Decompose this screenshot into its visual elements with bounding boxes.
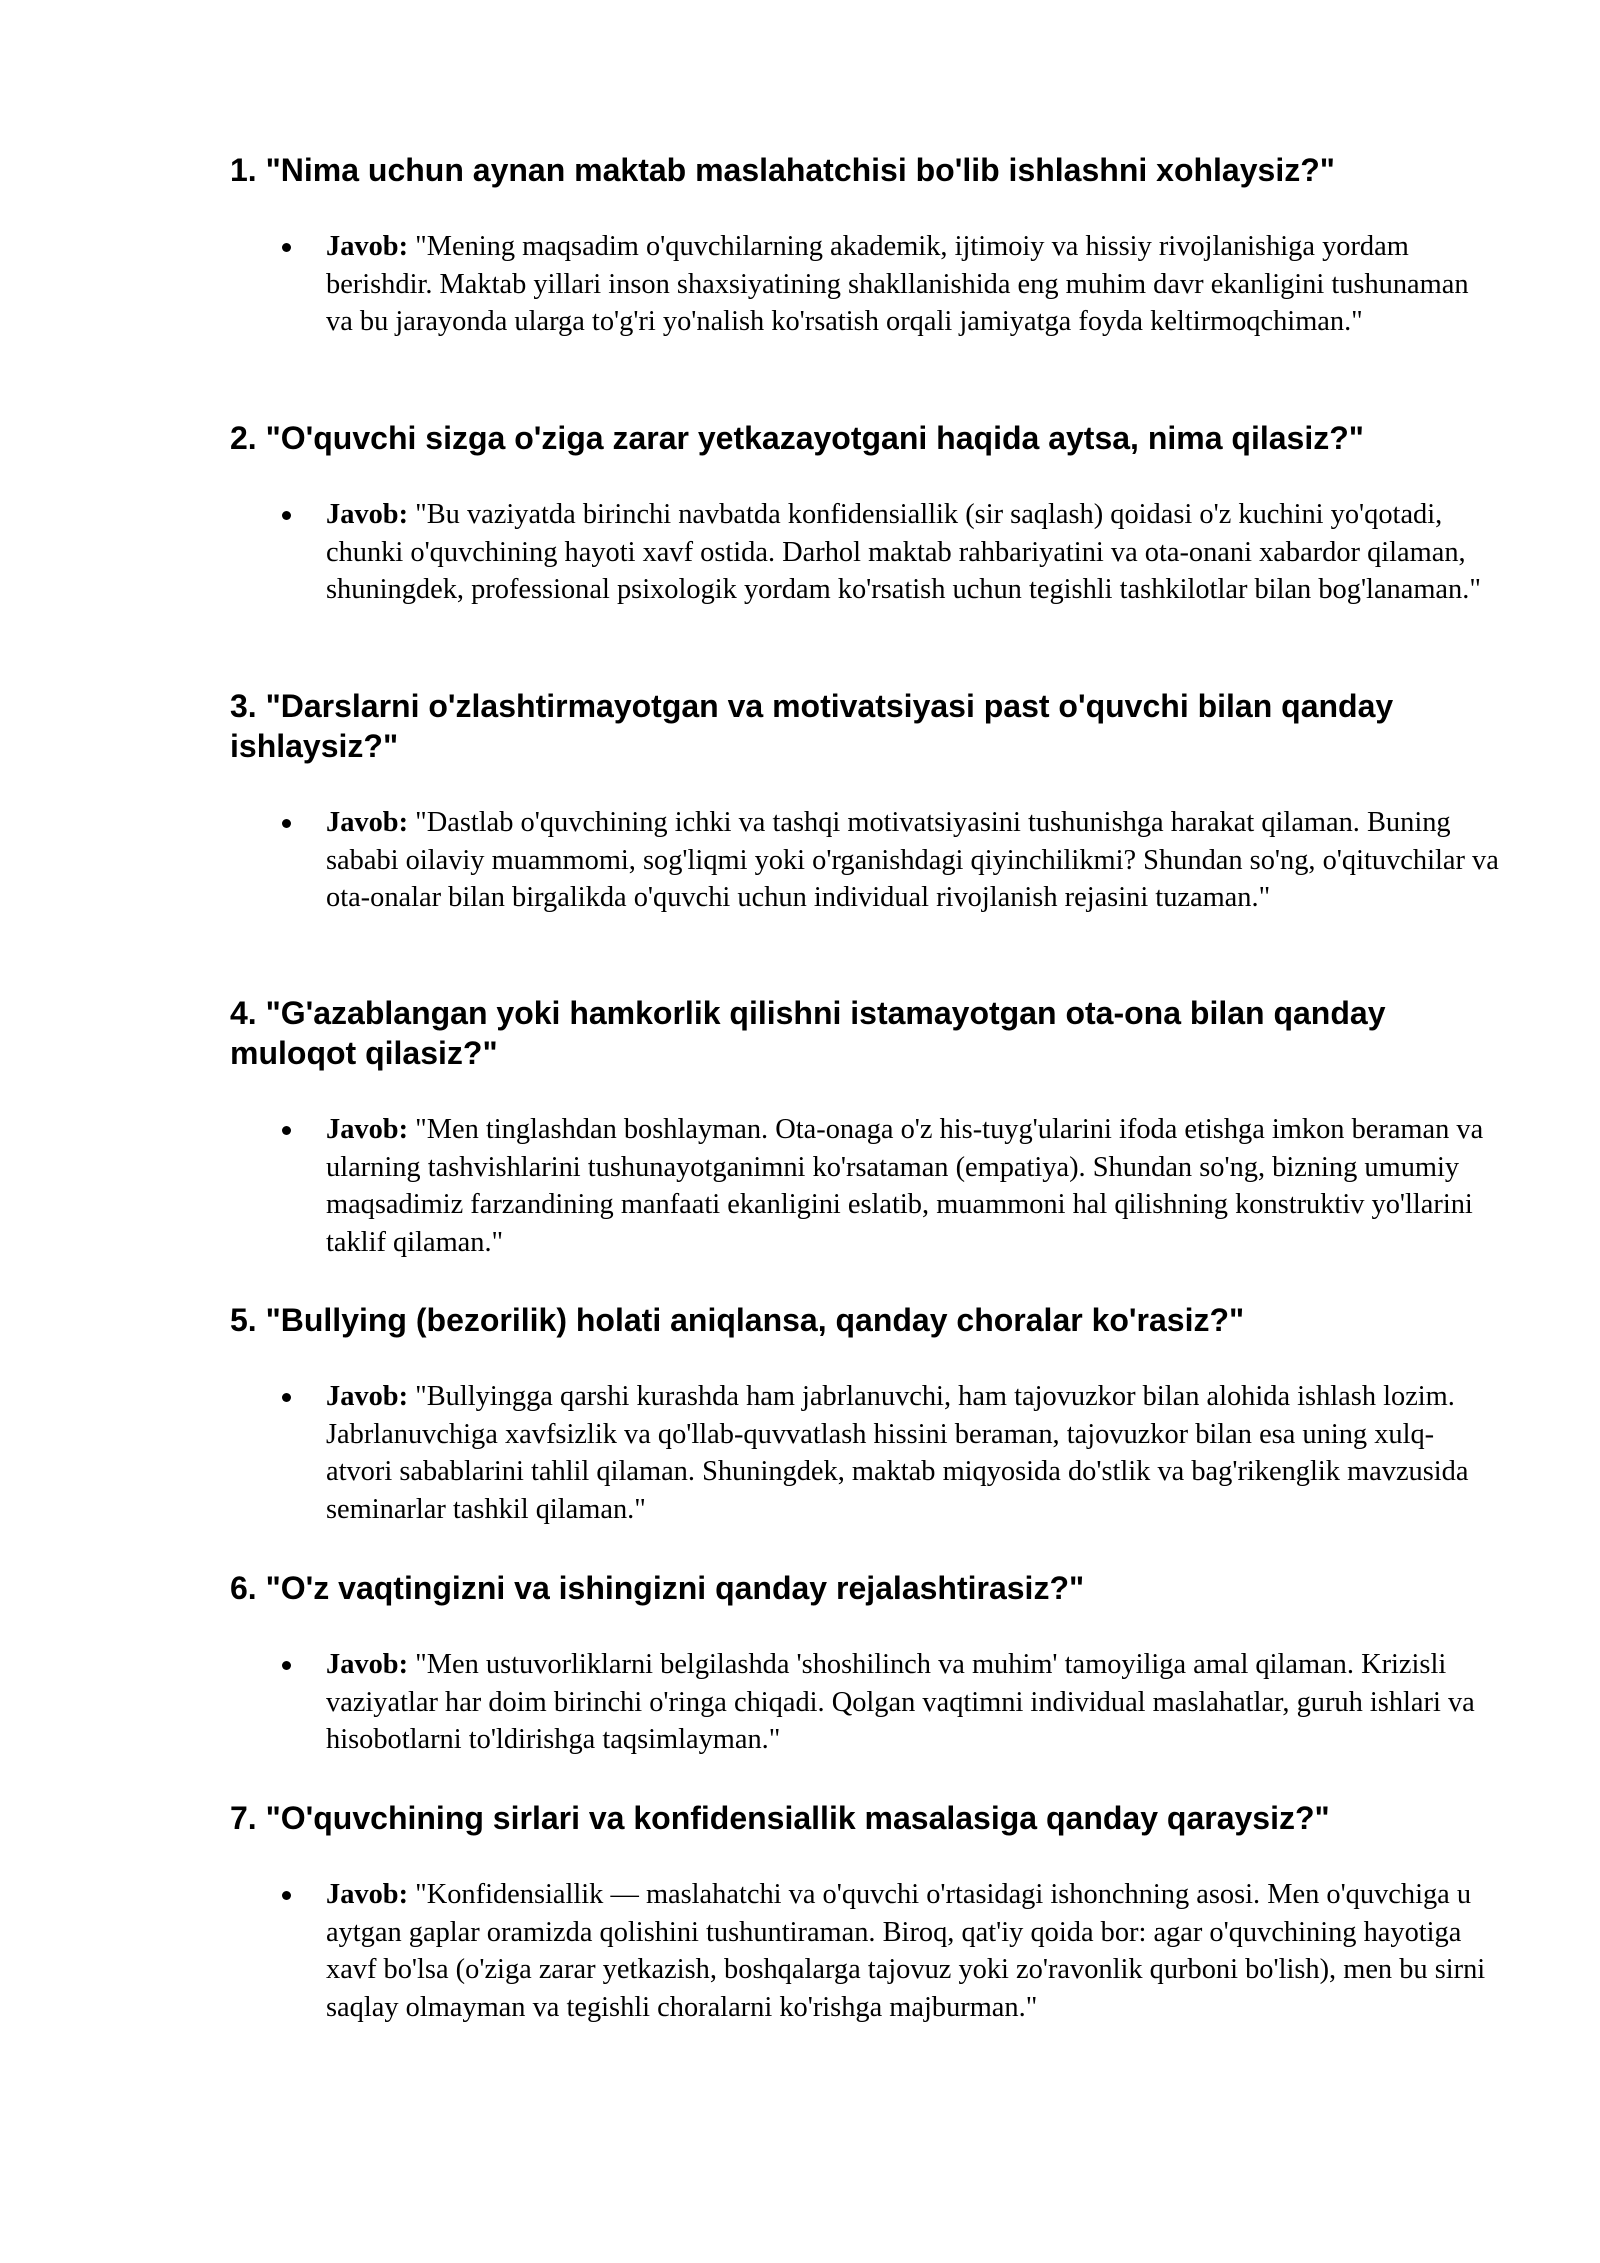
question-heading: 1. "Nima uchun aynan maktab maslahatchisi bo'lib ishlashni xohlaysiz?" bbox=[230, 152, 1335, 188]
answer-label: Javob: bbox=[326, 231, 409, 262]
answer-list bbox=[230, 804, 1500, 917]
question-heading: 6. "O'z vaqtingizni va ishingizni qanday rejalashtirasiz?" bbox=[230, 1570, 1085, 1606]
answer-list bbox=[230, 496, 1500, 609]
answer-list-item bbox=[230, 1378, 1500, 1528]
answer-list bbox=[230, 1378, 1500, 1528]
answer-list bbox=[230, 1111, 1500, 1261]
answer-text: "Men tinglashdan boshlayman. Ota-onaga o'z his-tuyg'ularini ifoda etishga imkon beraman va ularning tashvishlarini tushunayotganimni ko'rsataman (empatiya). Shundan so'ng, bizning umumiy maqsadimiz farzandining manfaati ekanligini eslatib, muammoni hal qilishning konstruktiv yo'llarini taklif qilaman." bbox=[326, 1114, 1484, 1258]
answer-text: "Bullyingga qarshi kurashda ham jabrlanuvchi, ham tajovuzkor bilan alohida ishlash lozim. Jabrlanuvchiga xavfsizlik va qo'llab-quvvatlash hissini beraman, tajovuzkor bilan esa uning xulq-atvori sabablarini tahlil qilaman. Shuningdek, maktab miqyosida do'stlik va bag'rikenglik mavzusida seminarlar tashkil qilaman." bbox=[326, 1381, 1469, 1525]
qa-item-2 bbox=[230, 418, 1500, 609]
answer-list bbox=[230, 1646, 1500, 1759]
bullet-icon bbox=[282, 819, 291, 828]
answer-text: "Dastlab o'quvchining ichki va tashqi motivatsiyasini tushunishga harakat qilaman. Buning sababi oilaviy muammomi, sog'liqmi yoki o'rganishdagi qiyinchilikmi? Shundan so'ng, o'qituvchilar va ota-onalar bilan birgalikda o'quvchi uchun individual rivojlanish rejasini tuzaman." bbox=[326, 807, 1499, 913]
qa-item-4 bbox=[230, 993, 1500, 1261]
answer-list-item bbox=[230, 1646, 1500, 1759]
bullet-icon bbox=[282, 1393, 291, 1402]
qa-item-7 bbox=[230, 1798, 1500, 2026]
answer-label: Javob: bbox=[326, 1649, 409, 1680]
answer-label: Javob: bbox=[326, 807, 409, 838]
bullet-icon bbox=[282, 511, 291, 520]
qa-item-5 bbox=[230, 1300, 1500, 1528]
answer-list-item bbox=[230, 496, 1500, 609]
qa-item-1 bbox=[230, 150, 1500, 341]
answer-list-item bbox=[230, 1876, 1500, 2026]
bullet-icon bbox=[282, 1126, 291, 1135]
qa-item-3 bbox=[230, 686, 1500, 917]
question-heading: 4. "G'azablangan yoki hamkorlik qilishni istamayotgan ota-ona bilan qanday muloqot qilasiz?" bbox=[230, 995, 1386, 1071]
answer-list bbox=[230, 228, 1500, 341]
answer-text: "Mening maqsadim o'quvchilarning akademik, ijtimoiy va hissiy rivojlanishiga yordam berishdir. Maktab yillari inson shaxsiyatining shakllanishida eng muhim davr ekanligini tushunaman va bu jarayonda ularga to'g'ri yo'nalish ko'rsatish orqali jamiyatga foyda keltirmoqchiman." bbox=[326, 231, 1469, 337]
answer-label: Javob: bbox=[326, 1381, 409, 1412]
answer-list-item bbox=[230, 228, 1500, 341]
answer-text: "Men ustuvorliklarni belgilashda 'shoshilinch va muhim' tamoyiliga amal qilaman. Krizisli vaziyatlar har doim birinchi o'ringa chiqadi. Qolgan vaqtimni individual maslahatlar, guruh ishlari va hisobotlarni to'ldirishga taqsimlayman." bbox=[326, 1649, 1475, 1755]
question-heading: 2. "O'quvchi sizga o'ziga zarar yetkazayotgani haqida aytsa, nima qilasiz?" bbox=[230, 420, 1364, 456]
answer-list bbox=[230, 1876, 1500, 2026]
answer-label: Javob: bbox=[326, 1114, 409, 1145]
question-heading: 7. "O'quvchining sirlari va konfidensiallik masalasiga qanday qaraysiz?" bbox=[230, 1800, 1330, 1836]
bullet-icon bbox=[282, 1891, 291, 1900]
bullet-icon bbox=[282, 1661, 291, 1670]
answer-label: Javob: bbox=[326, 1879, 409, 1910]
question-heading: 3. "Darslarni o'zlashtirmayotgan va motivatsiyasi past o'quvchi bilan qanday ishlaysiz?" bbox=[230, 688, 1394, 764]
answer-list-item bbox=[230, 804, 1500, 917]
bullet-icon bbox=[282, 243, 291, 252]
answer-list-item bbox=[230, 1111, 1500, 1261]
qa-item-6 bbox=[230, 1568, 1500, 1759]
answer-text: "Konfidensiallik — maslahatchi va o'quvchi o'rtasidagi ishonchning asosi. Men o'quvchiga u aytgan gaplar oramizda qolishini tushuntiraman. Biroq, qat'iy qoida bor: agar o'quvchining hayotiga xavf bo'lsa (o'ziga zarar yetkazish, boshqalarga tajovuz yoki zo'ravonlik qurboni bo'lish), men bu sirni saqlay olmayman va tegishli choralarni ko'rishga majburman." bbox=[326, 1879, 1486, 2023]
answer-text: "Bu vaziyatda birinchi navbatda konfidensiallik (sir saqlash) qoidasi o'z kuchini yo'qotadi, chunki o'quvchining hayoti xavf ostida. Darhol maktab rahbariyatini va ota-onani xabardor qilaman, shuningdek, professional psixologik yordam ko'rsatish uchun tegishli tashkilotlar bilan bog'lanaman." bbox=[326, 499, 1481, 605]
answer-label: Javob: bbox=[326, 499, 409, 530]
question-heading: 5. "Bullying (bezorilik) holati aniqlansa, qanday choralar ko'rasiz?" bbox=[230, 1302, 1245, 1338]
